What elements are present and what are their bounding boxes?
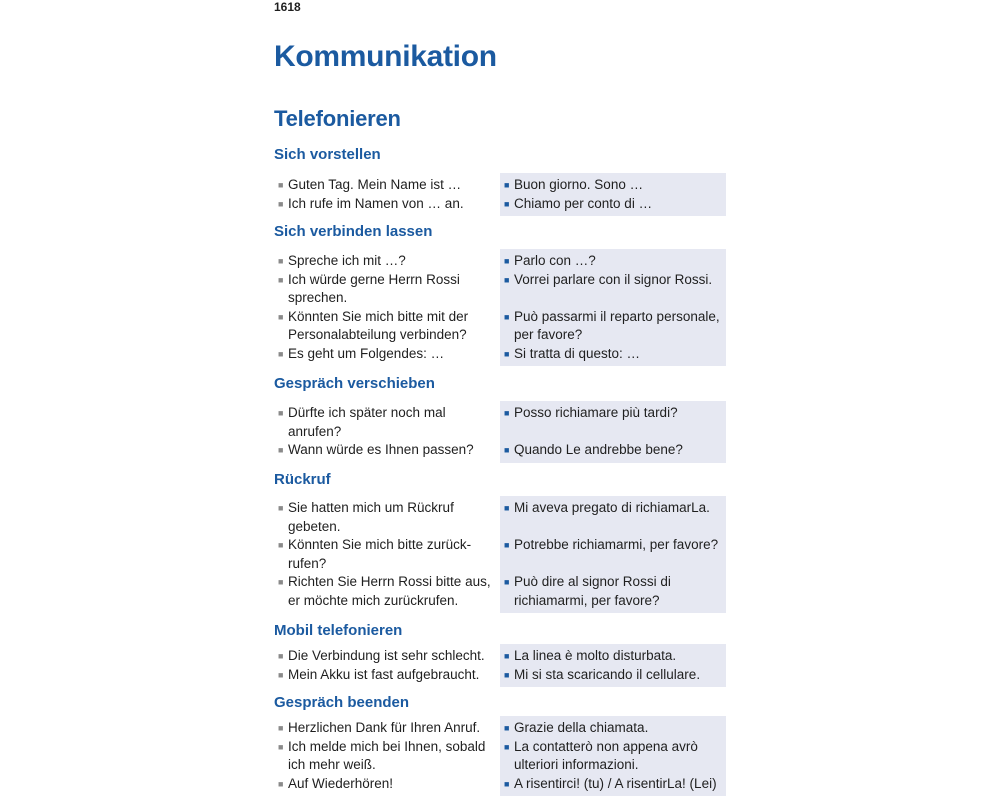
phrase-row: [274, 271, 726, 308]
section-title: Telefonieren: [274, 106, 401, 131]
heading-sich-verbinden-lassen: Sich verbinden lassen: [274, 223, 433, 240]
phrase-row: [274, 716, 726, 738]
bullet-icon: ■: [504, 741, 510, 752]
phrase-row: [274, 249, 726, 271]
phrase-row: [274, 573, 726, 613]
bullet-icon: ■: [504, 503, 510, 513]
german-phrase: ■ Spreche ich mit …?: [274, 249, 500, 271]
bullet-icon: ■: [278, 348, 284, 359]
italian-phrase: ■ La contatterò non appena avrò ulteriori informazioni.: [500, 738, 726, 775]
phrase-row: [274, 775, 726, 797]
italian-phrase: ■ Posso richiamare più tardi?: [500, 401, 726, 441]
italian-phrase: ■ Vorrei parlare con il signor Rossi.: [500, 271, 726, 308]
phrase-row: [274, 536, 726, 573]
bullet-icon: ■: [278, 311, 284, 322]
german-phrase: ■ Könnten Sie mich bitte zurück-rufen?: [274, 536, 500, 573]
bullet-icon: ■: [504, 348, 510, 359]
italian-phrase: ■ Può passarmi il reparto personale, per favore?: [500, 308, 726, 345]
bullet-icon: ■: [278, 669, 284, 680]
bullet-icon: ■: [278, 651, 284, 661]
italian-phrase: ■ Chiamo per conto di …: [500, 195, 726, 217]
bullet-icon: ■: [278, 445, 284, 455]
italian-phrase: ■ Grazie della chiamata.: [500, 716, 726, 738]
italian-phrase: ■ La linea è molto disturbata.: [500, 644, 726, 666]
bullet-icon: ■: [504, 651, 510, 661]
german-phrase: ■ Auf Wiederhören!: [274, 775, 500, 797]
bullet-icon: ■: [278, 503, 284, 513]
bullet-icon: ■: [278, 408, 284, 418]
german-phrase: ■ Ich würde gerne Herrn Rossi sprechen.: [274, 271, 500, 308]
bullet-icon: ■: [504, 408, 510, 418]
bullet-icon: ■: [504, 778, 510, 789]
bullet-icon: ■: [504, 445, 510, 455]
german-phrase: ■ Herzlichen Dank für Ihren Anruf.: [274, 716, 500, 738]
italian-phrase: ■ Potrebbe richiamarmi, per favore?: [500, 536, 726, 573]
italian-phrase: ■ Quando Le andrebbe bene?: [500, 441, 726, 463]
phrase-row: [274, 496, 726, 536]
italian-phrase: ■ Si tratta di questo: …: [500, 345, 726, 367]
bullet-icon: ■: [504, 577, 510, 587]
phrase-row: [274, 401, 726, 441]
bullet-icon: ■: [504, 256, 510, 266]
german-phrase: ■ Ich melde mich bei Ihnen, sobald ich mehr weiß.: [274, 738, 500, 775]
heading-rueckruf: Rückruf: [274, 471, 331, 488]
phrase-row: [274, 441, 726, 463]
german-phrase: ■ Es geht um Folgendes: …: [274, 345, 500, 367]
phrase-row: [274, 345, 726, 367]
bullet-icon: ■: [278, 198, 284, 209]
german-phrase: ■ Wann würde es Ihnen passen?: [274, 441, 500, 463]
phrase-table-sich-verbinden-lassen: [274, 249, 726, 366]
italian-phrase: ■ Può dire al signor Rossi di richiamarmi, per favore?: [500, 573, 726, 613]
phrase-row: [274, 666, 726, 688]
italian-phrase: ■ A risentirci! (tu) / A risentirLa! (Lei): [500, 775, 726, 797]
phrase-row: [274, 644, 726, 666]
phrase-table-sich-vorstellen: [274, 173, 726, 216]
bullet-icon: ■: [278, 741, 284, 752]
german-phrase: ■ Könnten Sie mich bitte mit der Personalabteilung verbinden?: [274, 308, 500, 345]
phrase-row: [274, 173, 726, 195]
bullet-icon: ■: [278, 180, 284, 190]
bullet-icon: ■: [278, 778, 284, 789]
german-phrase: ■ Richten Sie Herrn Rossi bitte aus, er möchte mich zurückrufen.: [274, 573, 500, 613]
italian-phrase: ■ Mi aveva pregato di richiamarLa.: [500, 496, 726, 536]
bullet-icon: ■: [278, 540, 284, 550]
bullet-icon: ■: [278, 577, 284, 587]
bullet-icon: ■: [278, 274, 284, 285]
phrase-row: [274, 738, 726, 775]
bullet-icon: ■: [504, 669, 510, 680]
bullet-icon: ■: [504, 180, 510, 190]
page-number: 1618: [274, 0, 301, 14]
german-phrase: ■ Guten Tag. Mein Name ist …: [274, 173, 500, 195]
bullet-icon: ■: [504, 311, 510, 322]
heading-gespraech-verschieben: Gespräch verschieben: [274, 375, 435, 392]
bullet-icon: ■: [504, 540, 510, 550]
phrase-table-rueckruf: [274, 496, 726, 613]
italian-phrase: ■ Mi si sta scaricando il cellulare.: [500, 666, 726, 688]
bullet-icon: ■: [504, 198, 510, 209]
german-phrase: ■ Ich rufe im Namen von … an.: [274, 195, 500, 217]
italian-phrase: ■ Parlo con …?: [500, 249, 726, 271]
page-title: Kommunikation: [274, 40, 497, 73]
german-phrase: ■ Dürfte ich später noch mal anrufen?: [274, 401, 500, 441]
bullet-icon: ■: [278, 723, 284, 733]
phrase-table-gespraech-verschieben: [274, 401, 726, 463]
phrase-table-mobil-telefonieren: [274, 644, 726, 687]
german-phrase: ■ Sie hatten mich um Rückruf gebeten.: [274, 496, 500, 536]
phrase-row: [274, 195, 726, 217]
phrase-row: [274, 308, 726, 345]
phrase-table-gespraech-beenden: [274, 716, 726, 796]
heading-mobil-telefonieren: Mobil telefonieren: [274, 622, 403, 639]
heading-sich-vorstellen: Sich vorstellen: [274, 146, 381, 163]
bullet-icon: ■: [504, 274, 510, 285]
german-phrase: ■ Mein Akku ist fast aufgebraucht.: [274, 666, 500, 688]
italian-phrase: ■ Buon giorno. Sono …: [500, 173, 726, 195]
heading-gespraech-beenden: Gespräch beenden: [274, 694, 410, 711]
german-phrase: ■ Die Verbindung ist sehr schlecht.: [274, 644, 500, 666]
bullet-icon: ■: [278, 256, 284, 266]
bullet-icon: ■: [504, 723, 510, 733]
